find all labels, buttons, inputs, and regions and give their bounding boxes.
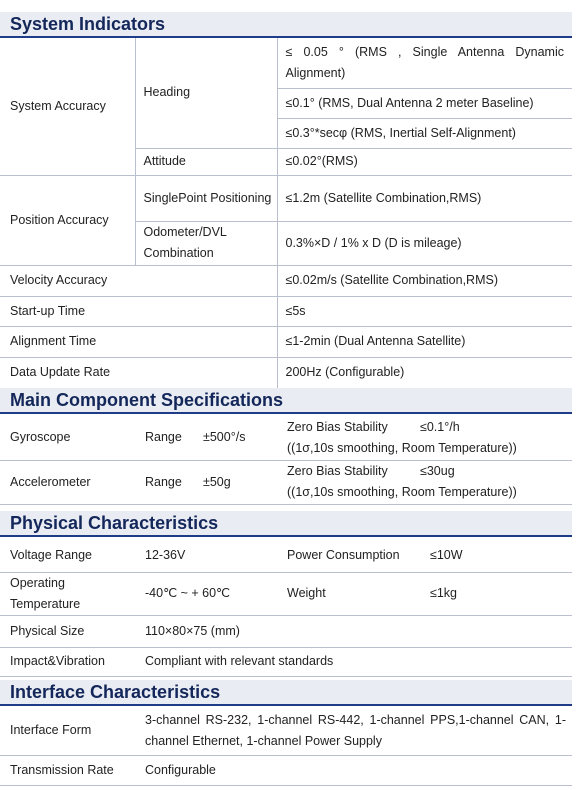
gyroscope-bias-value: ≤0.1°/h bbox=[420, 419, 460, 434]
attitude-value: ≤0.02°(RMS) bbox=[277, 148, 572, 175]
gyroscope-bias bbox=[277, 416, 572, 460]
impact-label: Impact&Vibration bbox=[0, 647, 135, 676]
system-accuracy-label: System Accuracy bbox=[0, 38, 135, 175]
table-row bbox=[0, 615, 572, 647]
startup-time-label: Start-up Time bbox=[0, 296, 277, 326]
gyroscope-range bbox=[135, 416, 277, 460]
single-point-value: ≤1.2m (Satellite Combination,RMS) bbox=[277, 175, 572, 221]
gyroscope-bias-note: ((1σ,10s smoothing, Room Temperature)) bbox=[287, 440, 517, 455]
alignment-time-label: Alignment Time bbox=[0, 326, 277, 357]
accelerometer-bias bbox=[277, 460, 572, 504]
table-row bbox=[0, 175, 572, 221]
table-row bbox=[0, 707, 572, 755]
table-row bbox=[0, 540, 572, 572]
section-title-interface: Interface Characteristics bbox=[0, 680, 572, 706]
table-row bbox=[0, 357, 572, 388]
table-row bbox=[0, 755, 572, 785]
table-row bbox=[0, 38, 572, 88]
odometer-value: 0.3%×D / 1% x D (D is mileage) bbox=[277, 221, 572, 265]
size-label: Physical Size bbox=[0, 615, 135, 647]
weight-value: ≤1kg bbox=[420, 572, 572, 615]
temperature-value: -40℃ ~ + 60℃ bbox=[135, 572, 277, 615]
weight-label: Weight bbox=[277, 572, 420, 615]
table-row bbox=[0, 647, 572, 676]
system-indicators-table bbox=[0, 38, 572, 389]
position-accuracy-label: Position Accuracy bbox=[0, 175, 135, 265]
interface-form-value: 3-channel RS-232, 1-channel RS-442, 1-channel PPS,1-channel CAN, 1-channel Ethernet, 1-channel Power Supply bbox=[135, 707, 572, 755]
velocity-accuracy-value: ≤0.02m/s (Satellite Combination,RMS) bbox=[277, 265, 572, 296]
gyroscope-range-value: ±500°/s bbox=[203, 430, 246, 445]
temperature-label: Operating Temperature bbox=[0, 572, 135, 615]
data-update-rate-value: 200Hz (Configurable) bbox=[277, 357, 572, 388]
gyroscope-range-label: Range bbox=[145, 430, 182, 445]
transmission-rate-value: Configurable bbox=[135, 755, 572, 785]
transmission-rate-label: Transmission Rate bbox=[0, 755, 135, 785]
interface-form-label: Interface Form bbox=[0, 707, 135, 755]
accelerometer-bias-label: Zero Bias Stability bbox=[287, 464, 388, 478]
startup-time-value: ≤5s bbox=[277, 296, 572, 326]
accelerometer-bias-value: ≤30ug bbox=[420, 464, 455, 478]
gyroscope-label: Gyroscope bbox=[0, 416, 135, 460]
main-components-table bbox=[0, 416, 572, 505]
accelerometer-bias-note: ((1σ,10s smoothing, Room Temperature)) bbox=[287, 485, 517, 499]
power-label: Power Consumption bbox=[277, 540, 420, 572]
section-title-system-indicators: System Indicators bbox=[0, 12, 572, 38]
heading-value-dual-antenna: ≤0.1° (RMS, Dual Antenna 2 meter Baseline) bbox=[277, 88, 572, 118]
table-row bbox=[0, 460, 572, 504]
impact-value: Compliant with relevant standards bbox=[135, 647, 572, 676]
accelerometer-label: Accelerometer bbox=[0, 460, 135, 504]
attitude-label: Attitude bbox=[135, 148, 277, 175]
table-row bbox=[0, 572, 572, 615]
velocity-accuracy-label: Velocity Accuracy bbox=[0, 265, 277, 296]
accelerometer-range bbox=[135, 460, 277, 504]
section-title-physical: Physical Characteristics bbox=[0, 511, 572, 537]
odometer-label: Odometer/DVL Combination bbox=[135, 221, 277, 265]
table-row bbox=[0, 326, 572, 357]
accelerometer-range-label: Range bbox=[145, 474, 182, 489]
physical-table bbox=[0, 540, 572, 677]
size-value: 110×80×75 (mm) bbox=[135, 615, 572, 647]
interface-table bbox=[0, 707, 572, 786]
table-row bbox=[0, 416, 572, 460]
alignment-time-value: ≤1-2min (Dual Antenna Satellite) bbox=[277, 326, 572, 357]
voltage-label: Voltage Range bbox=[0, 540, 135, 572]
table-row bbox=[0, 296, 572, 326]
power-value: ≤10W bbox=[420, 540, 572, 572]
table-row bbox=[0, 265, 572, 296]
accelerometer-range-value: ±50g bbox=[203, 474, 231, 489]
voltage-value: 12-36V bbox=[135, 540, 277, 572]
gyroscope-bias-label: Zero Bias Stability bbox=[287, 419, 388, 434]
single-point-label: SinglePoint Positioning bbox=[135, 175, 277, 221]
heading-label: Heading bbox=[135, 38, 277, 148]
heading-value-single-antenna: ≤ 0.05 ° (RMS , Single Antenna Dynamic Alignment) bbox=[277, 38, 572, 88]
heading-value-inertial: ≤0.3°*secφ (RMS, Inertial Self-Alignment) bbox=[277, 118, 572, 148]
data-update-rate-label: Data Update Rate bbox=[0, 357, 277, 388]
section-title-main-components: Main Component Specifications bbox=[0, 388, 572, 414]
